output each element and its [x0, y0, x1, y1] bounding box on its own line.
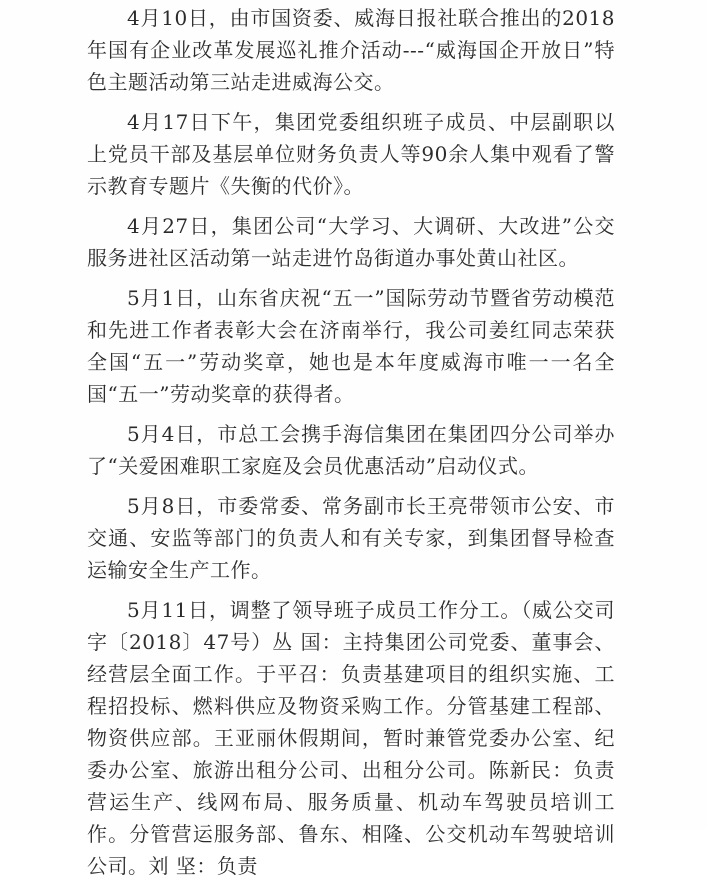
- paragraph-apr-27: 4月27日，集团公司“大学习、大调研、大改进”公交服务进社区活动第一站走进竹岛街道办事处黄山社区。: [87, 214, 615, 270]
- paragraph-may-11: 5月11日，调整了领导班子成员工作分工。（威公交司字〔2018〕47号）丛 国：主持集团公司党委、董事会、经营层全面工作。于平召：负责基建项目的组织实施、工程招投标、燃料供应及物资采购工作。分管基建工程部、物资供应部。王亚丽休假期间，暂时兼管党委办公室、纪委办公室、旅游出租分公司、出租分公司。陈新民：负责营运生产、线网布局、服务质量、机动车驾驶员培训工作。分管营运服务部、鲁东、相隆、公交机动车驾驶培训公司。刘 坚：负责: [87, 598, 615, 878]
- paragraph-may-4: 5月4日，市总工会携手海信集团在集团四分公司举办了“关爱困难职工家庭及会员优惠活动”启动仪式。: [87, 422, 615, 478]
- paragraph-apr-10: 4月10日，由市国资委、威海日报社联合推出的2018年国有企业改革发展巡礼推介活动---“威海国企开放日”特色主题活动第三站走进威海公交。: [87, 6, 615, 94]
- document-body: [87, 2, 615, 890]
- paragraph-may-8: 5月8日，市委常委、常务副市长王亮带领市公安、市交通、安监等部门的负责人和有关专家，到集团督导检查运输安全生产工作。: [87, 494, 615, 582]
- paragraph-may-1: 5月1日，山东省庆祝“五一”国际劳动节暨省劳动模范和先进工作者表彰大会在济南举行，我公司姜红同志荣获全国“五一”劳动奖章，她也是本年度威海市唯一一名全国“五一”劳动奖章的获得者。: [87, 286, 615, 406]
- paragraph-apr-17: 4月17日下午，集团党委组织班子成员、中层副职以上党员干部及基层单位财务负责人等90余人集中观看了警示教育专题片《失衡的代价》。: [87, 110, 615, 198]
